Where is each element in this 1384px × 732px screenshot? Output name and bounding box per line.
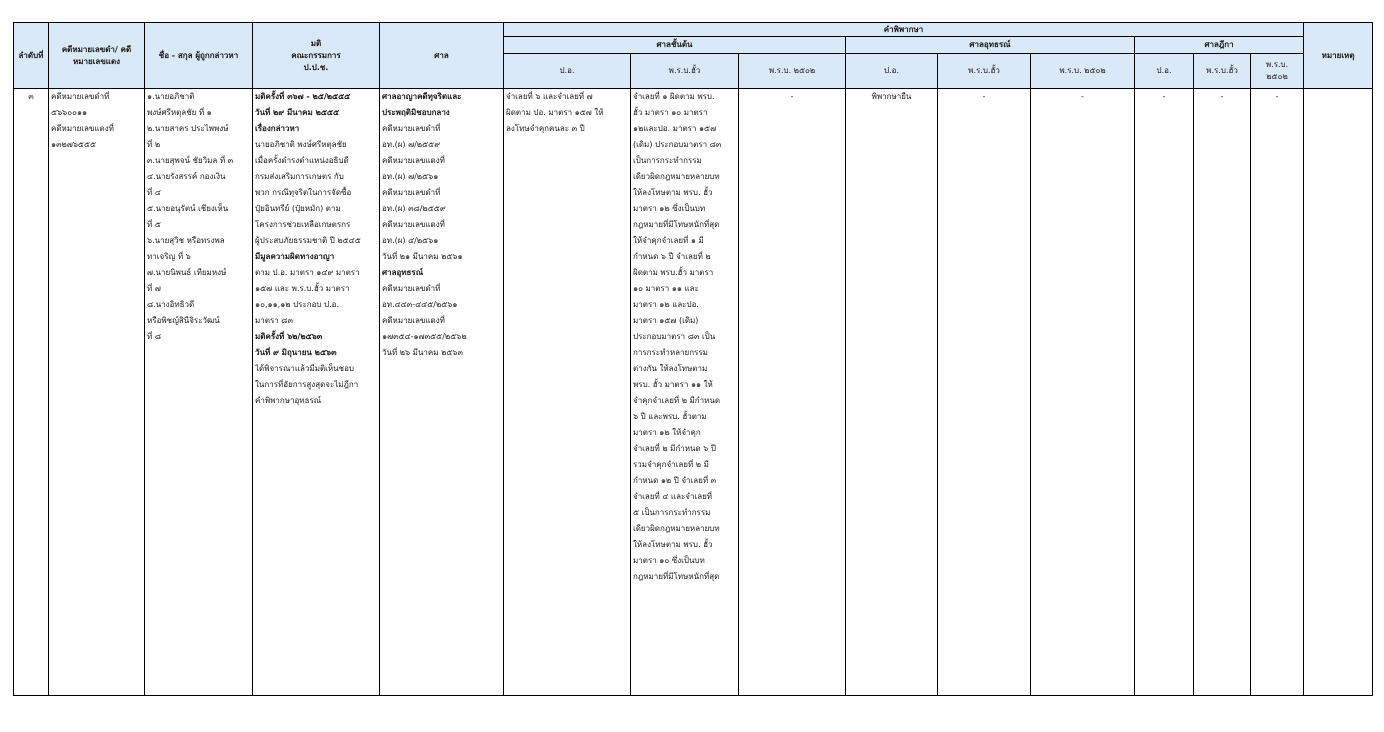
text-line: คดีหมายเลขดำที่ (382, 188, 441, 197)
header-appeal-prb: พ.ร.บ.ฮั้ว (938, 54, 1031, 89)
text-line: ๑๕๗ และ พ.ร.บ.ฮั้ว มาตรา (255, 284, 350, 293)
header-order: ลำดับที่ (14, 23, 49, 89)
header-resolution-sub: คณะกรรมการ (291, 50, 341, 60)
text-line: ประกอบมาตรา ๘๓ เป็น (633, 332, 716, 341)
text-line: ได้พิจารณาแล้วมีมติเห็นชอบ (255, 364, 354, 373)
text-line: กฎหมายที่มีโทษหนักที่สุด (633, 572, 720, 581)
text-line: รวมจำคุกจำเลยที่ ๒ มี (633, 460, 709, 469)
text-line: อท.๔๔๓-๔๔๕/๒๕๖๑ (382, 300, 458, 309)
text-line: กรมส่งเสริมการเกษตร กับ (255, 172, 344, 181)
cell-first-po (504, 89, 631, 696)
text-line: ประพฤติมิชอบกลาง (382, 108, 450, 117)
text-line: มาตรา ๑๒ และปอ. (633, 300, 699, 309)
header-appeal-po: ป.อ. (846, 54, 938, 89)
text-line: ที่ ๘ (147, 332, 161, 341)
text-line: จำเลยที่ ๖ และจำเลยที่ ๗ (506, 92, 593, 101)
text-line: ผิดตาม พรบ.ฮั้ว มาตรา (633, 268, 714, 277)
cell-appeal-prb: - (938, 89, 1031, 696)
header-resolution (253, 23, 380, 89)
text-line: ๘.นางอิทธิวดี (147, 300, 195, 309)
text-line: พรบ. ฮั้ว มาตรา ๑๑ ให้ (633, 380, 713, 389)
text-line: ศาลอุทธรณ์ (382, 268, 424, 277)
text-line: ๔.นายรังสรรค์ กองเงิน (147, 172, 226, 181)
text-line: หรือพิชญ์สินีจิระวัฒน์ (147, 316, 220, 325)
text-line: (เดิม) ประกอบมาตรา ๘๓ (633, 140, 722, 149)
header-supreme-prb2502-a: พ.ร.บ. (1265, 60, 1289, 69)
header-first-prb2502: พ.ร.บ. ๒๕๐๒ (739, 54, 846, 89)
cell-first-prb2502: - (739, 89, 846, 696)
text-line: โครงการช่วยเหลือเกษตรกร (255, 220, 351, 229)
text-line: ฮั้ว มาตรา ๑๐ มาตรา (633, 108, 708, 117)
text-line: ๕๖๖๐๐๑๑ (51, 108, 88, 117)
text-line: ให้ลงโทษตาม พรบ. ฮั้ว (633, 540, 713, 549)
text-line: เดียวผิดกฎหมายหลายบท (633, 524, 720, 533)
text-line: ๒.นายสาคร ประไพพงษ์ (147, 124, 229, 133)
text-line: จำเลยที่ ๑ ผิดตาม พรบ. (633, 92, 715, 101)
text-line: ศาลอาญาคดีทุจริตและ (382, 92, 462, 101)
text-line: วันที่ ๒๙ มีนาคม ๒๕๕๕ (255, 108, 340, 117)
text-line: จำคุกจำเลยที่ ๒ มีกำหนด (633, 396, 721, 405)
text-line: ๕.นายอนุรัตน์ เชียงเห็น (147, 204, 229, 213)
text-line: อท.(ผ) ๔/๒๕๖๑ (382, 236, 439, 245)
text-line: ผู้ประสบภัยธรรมชาติ ปี ๒๕๔๕ (255, 236, 361, 245)
text-line: เมื่อครั้งดำรงตำแหน่งอธิบดี (255, 156, 349, 165)
text-line: คดีหมายเลขแดงที่ (51, 124, 114, 133)
text-line: วันที่ ๒๑ มีนาคม ๒๕๖๑ (382, 252, 463, 261)
text-line: ๕ เป็นการกระทำกรรม (633, 508, 711, 517)
text-line: ที่ ๔ (147, 188, 161, 197)
text-line: ผิดตาม ปอ. มาตรา ๑๕๗ ให้ (506, 108, 604, 117)
header-first-po: ป.อ. (504, 54, 631, 89)
header-court-appeal: ศาลอุทธรณ์ (846, 37, 1135, 54)
text-line: ปุ๋ยอินทรีย์ (ปุ๋ยหมัก) ตาม (255, 204, 341, 213)
text-line: มาตรา ๘๓ (255, 316, 293, 325)
text-line: คดีหมายเลขแดงที่ (382, 156, 445, 165)
table-row (14, 89, 1373, 696)
text-line: วันที่ ๒๖ มีนาคม ๒๕๖๓ (382, 348, 463, 357)
text-line: ที่ ๒ (147, 140, 161, 149)
text-line: มาตรา ๑๒ ให้จำคุก (633, 428, 701, 437)
header-supreme-po: ป.อ. (1135, 54, 1194, 89)
header-court-supreme: ศาลฎีกา (1135, 37, 1304, 54)
text-line: มติครั้งที่ ๓๖๗ - ๒๕/๒๕๕๕ (255, 92, 351, 101)
text-line: ๓.นายสุพจน์ ชัยวิมล ที่ ๓ (147, 156, 234, 165)
text-line: มาตรา ๑๒ ซึ่งเป็นบท (633, 204, 706, 213)
cell-remark (1304, 89, 1373, 696)
text-line: การกระทำหลายกรรม (633, 348, 708, 357)
header-court: ศาล (380, 23, 504, 89)
text-line: เดียวผิดกฎหมายหลายบท (633, 172, 720, 181)
text-line: มีมูลความผิดทางอาญา (255, 252, 335, 261)
cell-supreme-prb: - (1194, 89, 1251, 696)
text-line: มาตรา ๑๐ ซึ่งเป็นบท (633, 556, 705, 565)
text-line: กำหนด ๑๒ ปี จำเลยที่ ๓ (633, 476, 717, 485)
text-line: ลงโทษจำคุกคนละ ๓ ปี (506, 124, 585, 133)
text-line: ตาม ป.อ. มาตรา ๑๔๙ มาตรา (255, 268, 360, 277)
header-resolution-sub2: ป.ป.ช. (303, 62, 329, 72)
text-line: คำพิพากษาอุทธรณ์ (255, 396, 322, 405)
cell-supreme-po: - (1135, 89, 1194, 696)
text-line: ทาเจริญ ที่ ๖ (147, 252, 191, 261)
header-supreme-prb2502 (1251, 54, 1304, 89)
text-line: ๑๗๓๕๔-๑๗๓๕๕/๒๕๖๒ (382, 332, 467, 341)
text-line: ที่ ๗ (147, 284, 161, 293)
cell-appeal-po: พิพากษายืน (846, 89, 938, 696)
cell-names (145, 89, 253, 696)
text-line: ๑.นายอภิชาติ (147, 92, 195, 101)
text-line: ให้จำคุกจำเลยที่ ๑ มี (633, 236, 704, 245)
text-line: จำเลยที่ ๔ และจำเลยที่ (633, 492, 713, 501)
header-court-first: ศาลชั้นต้น (504, 37, 846, 54)
cell-order: ๓ (14, 89, 49, 696)
text-line: วันที่ ๙ มิถุนายน ๒๕๖๓ (255, 348, 337, 357)
text-line: พงษ์ศรีหตุลชัย ที่ ๑ (147, 108, 212, 117)
text-line: ต่างกัน ให้ลงโทษตาม (633, 364, 708, 373)
header-supreme-prb2502-b: ๒๕๐๒ (1266, 72, 1288, 81)
cell-case-no (49, 89, 145, 696)
header-name: ชื่อ - สกุล ผู้ถูกกล่าวหา (145, 23, 253, 89)
text-line: อท.(ผ) ๗/๒๕๖๑ (382, 172, 439, 181)
cell-court (380, 89, 504, 696)
text-line: ในการที่อัยการสูงสุดจะไม่ฎีกา (255, 380, 359, 389)
cell-resolution (253, 89, 380, 696)
text-line: มติครั้งที่ ๖๒/๒๕๖๓ (255, 332, 323, 341)
text-line: เรื่องกล่าวหา (255, 124, 300, 133)
text-line: คดีหมายเลขแดงที่ (382, 316, 445, 325)
text-line: ๑๐ มาตรา ๑๑ และ (633, 284, 699, 293)
text-line: คดีหมายเลขดำที่ (382, 284, 441, 293)
text-line: ๖ ปี และพรบ. ฮั้วตาม (633, 412, 707, 421)
text-line: อท.(ผ) ๓๘/๒๕๕๙ (382, 204, 446, 213)
header-first-prb: พ.ร.บ.ฮั้ว (631, 54, 739, 89)
text-line: พวก กรณีทุจริตในการจัดซื้อ (255, 188, 352, 197)
text-line: ที่ ๕ (147, 220, 161, 229)
cell-first-prb (631, 89, 739, 696)
cell-supreme-prb2502: - (1251, 89, 1304, 696)
header-remark: หมายเหตุ (1304, 23, 1373, 89)
text-line: อท.(ผ) ๗/๒๕๕๙ (382, 140, 441, 149)
text-line: นายอภิชาติ พงษ์ศรีหตุลชัย (255, 140, 347, 149)
text-line: กำหนด ๖ ปี จำเลยที่ ๒ (633, 252, 711, 261)
text-line: จำเลยที่ ๒ มีกำหนด ๖ ปี (633, 444, 716, 453)
header-appeal-prb2502: พ.ร.บ. ๒๕๐๒ (1031, 54, 1135, 89)
text-line: คดีหมายเลขแดงที่ (382, 220, 445, 229)
case-table (13, 22, 1373, 696)
text-line: ๑๐,๑๑,๑๒ ประกอบ ป.อ. (255, 300, 340, 309)
text-line: ๖.นายสุวิช หรือทรงพล (147, 236, 225, 245)
text-line: ให้ลงโทษตาม พรบ. ฮั้ว (633, 188, 713, 197)
header-case-no: คดีหมายเลขดำ/ คดีหมายเลขแดง (49, 23, 145, 89)
header-judgment: คำพิพากษา (504, 23, 1304, 37)
text-line: มาตรา ๑๕๗ (เดิม) (633, 316, 699, 325)
header-resolution-top: มติ (310, 38, 322, 48)
text-line: ๑๒และปอ. มาตรา ๑๕๗ (633, 124, 717, 133)
text-line: คดีหมายเลขดำที่ (51, 92, 110, 101)
text-line: กฎหมายที่มีโทษหนักที่สุด (633, 220, 720, 229)
cell-appeal-prb2502: - (1031, 89, 1135, 696)
text-line: คดีหมายเลขดำที่ (382, 124, 441, 133)
text-line: ๗.นายนิพนธ์ เทียมหงษ์ (147, 268, 227, 277)
header-supreme-prb: พ.ร.บ.ฮั้ว (1194, 54, 1251, 89)
text-line: ๑๓๒๗๖๕๕๕ (51, 140, 97, 149)
text-line: เป็นการกระทำกรรม (633, 156, 702, 165)
